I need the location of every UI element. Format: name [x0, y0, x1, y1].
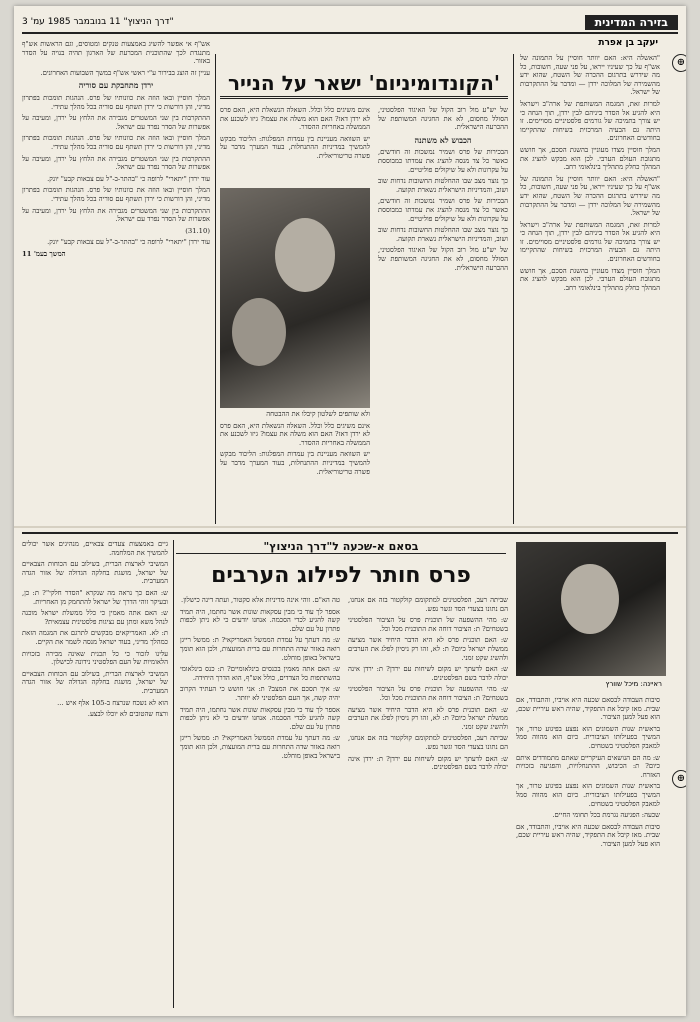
paragraph: כך נוצר מצב שבו ההחלטות החשובות נדחות שוב ושוב, והמדיניות הישראלית נשארת תקועה. [378, 177, 508, 194]
paragraph: המלך חוסיין מצדו מעוניין בהשגת הסכם, אך חושש מתגובת העולם הערבי. לכן הוא מבקש להציג את המהלך כחלק מתהליך בינלאומי רחב. [520, 145, 660, 172]
top-photo-caption-text [220, 410, 370, 524]
paragraph: המלך חוסיין ובאו הוזה את כוונותיו של פרס. הנהגות תומכות בפתרון מדיני, והן דורשות כי ירדן תשתף עם סוריה בכל מהלך עתידי. [22, 186, 210, 203]
paragraph: ש: האם אתה מאמין כי כלל ממשלת ישראל מוכנה לנהל משא ומתן עם נציגות פלסטינית עצמאית? [22, 609, 168, 626]
paragraph: שביתה רעב, הפלסטינים למתקומם קולקטור בזה אם אנחנו, הם נתונו בצעדי הסד וגשר נפש. [348, 734, 508, 751]
paragraph: המשיבי לארצות הברית, בשילוב עם הכוחות הצבאיים של ישראל, מושגת בחלקה הגדולה של אזור הגדה המערבית. [22, 560, 168, 586]
paragraph: עוד ירדן "יתארי" לרופה כי "בהתר-ב-"ל עם צבאות קבע" יונק. [47, 238, 210, 247]
paragraph: יש השוואה מעניינת בין עמדות המפלגות: הליכוד מבקש להמשיך במדיניות ההתנחלות, בעוד המערך מדבר על פשרה טריטוריאלית. [220, 450, 370, 476]
paragraph: הבכירות של פרס ושמיר נמשכות זה חודשים, כאשר כל צד מנסה להציג את עמדתו כמבוססת על עקרונות ולא על שיקולים פוליטיים. [378, 197, 508, 223]
portrait-face [232, 298, 286, 366]
bottom-headline: פרס חותר לפילוג הערבים [211, 563, 471, 588]
paragraph: יש השוואה מעניינת בין עמדות המפלגות: הליכוד מבקש להמשיך במדיניות ההתנחלות, בעוד המערך מדבר על פשרה טריטוריאלית. [220, 134, 370, 160]
portrait-face [275, 218, 335, 292]
paragraph: ש: מהי ההשפעה של תוכנית פרס על הציבור הפלסטיני בשטחים? ת: הציבור דוחה את התוכנית מכל וכל. [348, 685, 508, 702]
paragraph: אינם משיגים כלל וכלל. השאלה הנשאלת היא, האם פרס לא ירדן דאז? האם הוא משלה את עצמו? גיזו לשכנע את הממשלה באחריות ההסדר. [220, 106, 370, 132]
section-label: בזירה המדינית [585, 15, 678, 30]
top-photo [220, 188, 370, 408]
bottom-photo [516, 542, 666, 676]
paragraph: ש: מה דעתך על עמדת הממשל האמריקאי? ת: ממשל רייגן רואה באזור שדה התחרות עם ברית המועצות, ולכן הוא תומך בישראל באופן מוחלט. [180, 734, 340, 760]
paragraph: ש: האם תוכנית פרס לא היא הדבר היחיד אשר מציעה ממשלת ישראל כיום? ת: לא, זהו רק ניסיון לפלג את הערבים ולהשיג שקט זמני. [348, 636, 508, 662]
continued-note: המשך בעמ' 11 [22, 249, 66, 258]
page-header [22, 12, 678, 34]
paragraph: טה הא"ם. זוהי אינה מדיניות אלא סקטור, ועתה דינה כישלון. [181, 596, 340, 604]
page-info: "דרך הניצוץ" 11 בנובמבר 1985 עמ' 3 [22, 17, 174, 27]
paragraph: ההתקרבות בין שני המשטרים מגבירה את הלחץ על ירדן, ומעיבה על אפשרות של הסדר נפרד עם ישראל. [22, 206, 210, 224]
paragraph: ש: האם לדעתך יש מקום לשיחות עם ירדן? ת: ירדן אינה יכולה לדבר בשם הפלסטינים. [348, 754, 508, 772]
paragraph: ש: האם לדעתך יש מקום לשיחות עם ירדן? ת: ירדן אינה יכולה לדבר בשם הפלסטינים. [348, 665, 508, 682]
bottom-column-1 [516, 696, 660, 1008]
paragraph: אספר לך עוד כי מבין עסקאות שונות אשר נחתמו, היה תמיד קשה להגיע לכדי הסכמה. אנחנו יודעים כי לא ניתן לכפות פתרון על עם שלם. [180, 705, 340, 731]
portrait-face [561, 564, 619, 634]
top-column-3 [220, 106, 370, 186]
subheading: ירדן מתחבקת עם סוריה [78, 80, 154, 91]
paragraph: המלך חוסיין ובאו הוזה את כוונותיו של פרס. הנהגות תומכות בפתרון מדיני, והן דורשות כי ירדן תשתף עם סוריה בכל מהלך עתידי. [22, 134, 210, 151]
subheading: הכבוש לא משתנה [414, 134, 472, 145]
paragraph: המלך חוסיין ובאו הוזה את כוונותיו של פרס. הנהגות תומכות בפתרון מדיני, והן דורשות כי ירדן תשתף עם סוריה בכל מהלך עתידי. [22, 93, 210, 111]
newspaper-page [14, 6, 686, 1016]
top-column-1 [520, 54, 660, 524]
paragraph: ש: האם אתה מאמין בכנסים בינלאומיים? ת: כנס בינלאומי בהשתתפות כל הצדדים, כולל אש"ף, הוא הדרך היחידה. [180, 665, 340, 682]
paragraph: ת: לא. האמריקאים מבקשים לתרגם את המגמה הזאת כמהלך מדיני, בעוד ישראל מנסה לשמר את הקיים. [22, 629, 168, 646]
paragraph: ההתקרבות בין שני המשטרים מגבירה את הלחץ על ירדן, ומעיבה על אפשרות של הסדר נפרד עם ישראל. [22, 114, 210, 131]
column-rule [215, 54, 216, 524]
paragraph: ש: מה הם הנושאים העיקריים שאתם מתמודדים איתם כיום? ת: הכיבוש, ההתנחלויות, והפגיעה בזכויות האזרח. [516, 753, 660, 779]
paragraph: גיים באמצעות צעדים צבאיים, מנהיגים אשר יכולים להמשיך את המלחמה. [22, 540, 168, 557]
bottom-kicker: בסאם א-שכעה ל"דרך הניצוץ" [176, 540, 506, 554]
paragraph: ש: האם תוכנית פרס לא היא הדבר היחיד אשר מציעה ממשלת ישראל כיום? ת: לא, זהו רק ניסיון לפלג את הערבים ולהשיג שקט זמני. [348, 705, 508, 731]
top-column-2 [378, 106, 508, 524]
article-author: יעקב בן אפרת [598, 38, 658, 48]
paragraph: שכעה: הפגיעה נגרמת בכל תחומי החיים. [552, 811, 660, 820]
paragraph: הוא לא נשכח שנרצח ב-105 אלף איש ... [57, 698, 168, 707]
column-rule [513, 54, 514, 524]
photo-credit: ראיינה: מיכל שוורץ [605, 680, 662, 688]
paragraph: המשיבי לארצות הברית, בשילוב עם הכוחות הצבאיים של ישראל, מושגת בחלקה הגדולה של אזור הגדה המערבית. [22, 669, 168, 695]
bottom-column-3 [180, 596, 340, 1008]
top-headline: 'הקונדומיניום' ישאר על הנייר [220, 70, 508, 99]
paragraph: שביתה רעב, הפלסטינים למתקומם קולקטור בזה אם אנחנו, הם נתונו בצעדי הסד וגשר נפש. [348, 596, 508, 613]
bottom-column-2 [348, 596, 508, 1008]
paragraph: סיבות העבודה לבסאם שכעה היא אויביו, והתבודד, אם שבית. מאז קיבל את התפקיד, שהיה ראש עיריית שכם, הוא פעל למען הציבור. [516, 696, 660, 722]
paragraph: בראשית שנות השמונים הוא נפצע בפיגוע טרור, אך המשיך בפעילותו הציבורית. כיום הוא מהווה סמל למאבק הפלסטיני בשטחים. [516, 782, 660, 808]
section-rule [22, 532, 678, 534]
paragraph: "האשלה היא: האם יוותר חוסיין על התמונה של אש"ף על כך שעיניו ייראו, על פני שעה, חשובות, כל מה שידרש בתרגום ההכרה של השטח, שהוא ידע מהשמירה של המלוכה ירדן — ומדבר על ההתקרבות של ישראל. [520, 174, 660, 218]
paragraph: המלך חוסיין מצדו מעוניין בהשגת הסכם, אך חושש מתגובת העולם הערבי. לכן הוא מבקש להציג את המהלך כחלק מתהליך בינלאומי רחב. [520, 266, 660, 292]
paragraph: ש: מה דעתך על עמדת הממשל האמריקאי? ת: ממשל רייגן רואה באזור שדה התחרות עם ברית המועצות, ולכן הוא תומך בישראל באופן מוחלט. [180, 636, 340, 662]
paragraph: אינם משיגים כלל וכלל. השאלה הנשאלת היא, האם פרס לא ירדן דאז? האם הוא משלה את עצמו? גיזו לשכנע את הממשלה באחריות ההסדר. [220, 421, 370, 447]
paragraph: של יש"ע מול רוב הקול של האיגוד הפלסטיני, הסולל מחסום, לא את החגיגה המשותפת של ההכרעה הישראלית. [378, 106, 508, 132]
hole-mark-icon: ⊕ [672, 54, 686, 72]
paragraph: למרות זאת, המגמה המשותפת של ארה"ב וישראל היא להגיע אל הסדר ביניהם לבין ירדן, תוך הנחה כי יש צורך בתמיכה של גורמים פלסטיניים מסויימים. זו היתה גם הבעיה המרכזית בשיחות שהתקיימו בחודשים האחרונים. [520, 220, 660, 264]
paragraph: עוד ירדן "יתארי" לרופה כי "בהתר-ב-"ל עם צבאות קבע" יונק. [47, 174, 210, 183]
column-rule [173, 540, 174, 1008]
paragraph: ש: האם כך נראה מה שנקרא "הסדר חלקי"? ת: כן, ובעיקר זוהי הדרך של ישראל להתחמק מן האחריות. [22, 588, 168, 606]
paragraph: למרות זאת, המגמה המשותפת של ארה"ב וישראל היא להגיע אל הסדר ביניהם לבין ירדן, תוך הנחה כי יש צורך בתמיכה של גורמים פלסטיניים מסויימים. זו היתה גם הבעיה המרכזית בשיחות שהתקיימו בחודשים האחרונים. [520, 99, 660, 143]
paragraph: ורצח שהטובים לא יוכלו לבצע. [87, 710, 168, 719]
paper-fold [14, 526, 686, 528]
date-note: (31.10) [185, 226, 210, 235]
paragraph: של יש"ע מול רוב הקול של האיגוד הפלסטיני, הסולל מחסום, לא את החגיגה המשותפת של ההכרעה הישראלית. [378, 246, 508, 272]
bottom-column-4 [22, 540, 168, 1008]
paragraph: בראשית שנות השמונים הוא נפצע בפיגוע טרור, אך המשיך בפעילותו הציבורית. כיום הוא מהווה סמל למאבק הפלסטיני בשטחים. [516, 724, 660, 750]
paragraph: הבכירות של פרס ושמיר נמשכות זה חודשים, כאשר כל צד מנסה להציג את עמדתו כמבוססת על עקרונות ולא על שיקולים פוליטיים. [378, 148, 508, 174]
paragraph: אש"ף אי אפשר להשיג באמצעות טנקים ומטוסים, וגם הראשות אש"ף מתנגדת לכך שהתוכנית המכרעת של הארגון תהיה בנויה על הסדר באזור. [22, 40, 210, 66]
hole-mark-icon: ⊕ [672, 770, 686, 788]
paragraph: ההתקרבות בין שני המשטרים מגבירה את הלחץ על ירדן, ומעיבה על אפשרות של הסדר נפרד עם ישראל. [22, 154, 210, 172]
top-column-4 [22, 40, 210, 524]
paragraph: ש: איך תסכם את המצב? ת: אני חושש כי העתיד הקרוב יהיה קשה, אך העם הפלסטיני לא יוותר. [180, 685, 340, 702]
paragraph: "האשלה היא: האם יוותר חוסיין על התמונה של אש"ף על כך שעיניו ייראו, על פני שעה, חשובות, כל מה שידרש בתרגום ההכרה של השטח, שהוא ידע מהשמירה של המלוכה ירדן — ומדבר על ההתקרבות של ישראל. [520, 54, 660, 97]
paragraph: סיבות העבודה לבסאם שכעה היא אויביו, והתבודד, אם שבית. מאז קיבל את התפקיד, שהיה ראש עיריית שכם, הוא פעל למען הציבור. [516, 822, 660, 848]
paragraph: אספר לך עוד כי מבין עסקאות שונות אשר נחתמו, היה תמיד קשה להגיע לכדי הסכמה. אנחנו יודעים כי לא ניתן לכפות פתרון על עם שלם. [180, 607, 340, 633]
paragraph: כך נוצר מצב שבו ההחלטות החשובות נדחות שוב ושוב, והמדיניות הישראלית נשארת תקועה. [378, 226, 508, 243]
photo-caption: ולא שותפים לשלטון קיבלו את ההבטחה [266, 410, 370, 418]
paragraph: עניין זה הוצג בבירור ע"י ראשי אש"ף במשך השבועות האחרונים. [40, 68, 210, 77]
paragraph: ש: מהי ההשפעה של תוכנית פרס על הציבור הפלסטיני בשטחים? ת: הציבור דוחה את התוכנית מכל וכל. [348, 616, 508, 633]
paragraph: עלינו לזכור כי כל תכנית שאינה מכירה בזכויות הלאומיות של העם הפלסטיני נידונה לכישלון. [22, 649, 168, 667]
